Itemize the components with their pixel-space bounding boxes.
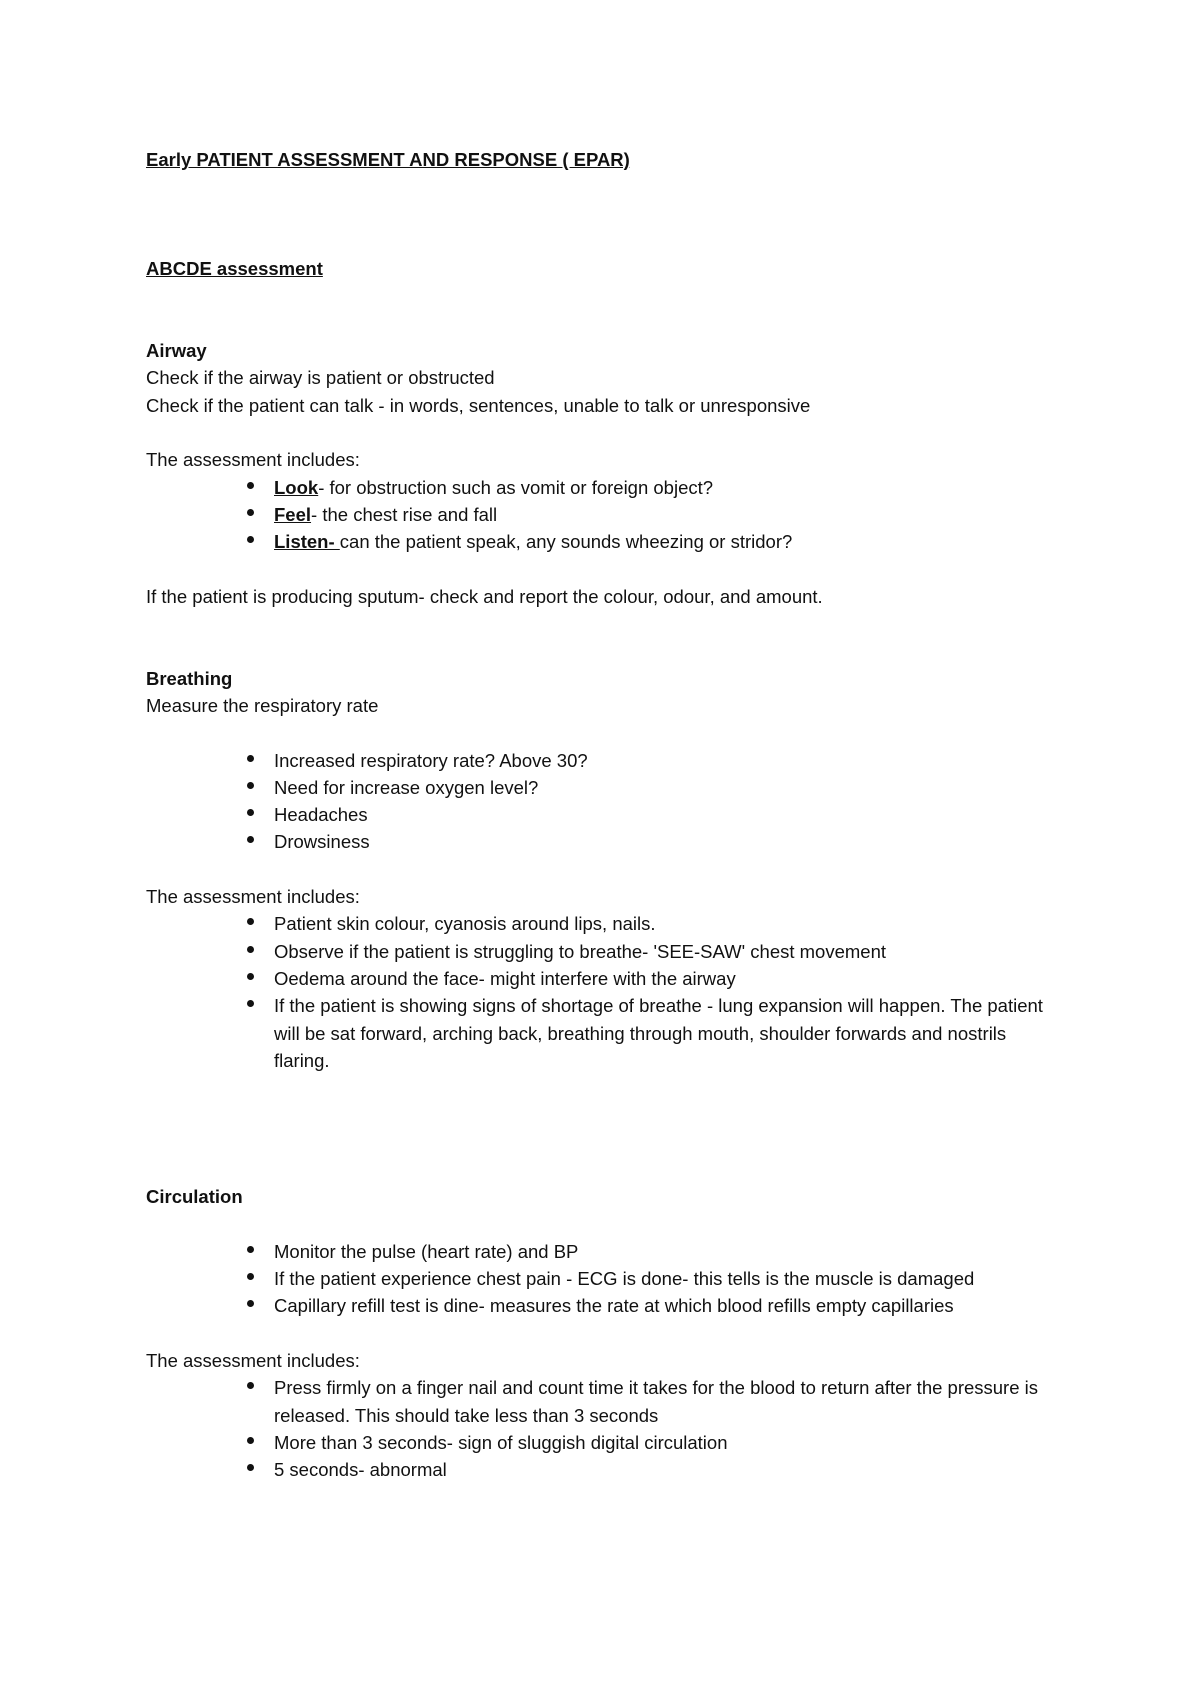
item-text: - for obstruction such as vomit or foreign object? <box>318 476 714 498</box>
list-item: Monitor the pulse (heart rate) and BP <box>274 1238 1106 1265</box>
list-item: Capillary refill test is dine- measures the rate at which blood refills empty capillaries <box>274 1292 1106 1319</box>
airway-assessment-label: The assessment includes: <box>146 449 360 471</box>
breathing-assessment-list <box>146 910 1106 1074</box>
item-key: Listen- <box>274 531 340 553</box>
list-item: Increased respiratory rate? Above 30? <box>274 747 1106 774</box>
list-item <box>274 501 1106 528</box>
document-body <box>146 146 1106 1484</box>
circulation-assessment-list <box>146 1374 1106 1483</box>
list-item: If the patient is showing signs of shortage of breathe - lung expansion will happen. The patient will be sat forward, arching back, breathing through mouth, shoulder forwards and nostrils flaring. <box>274 992 1054 1074</box>
item-key: Look <box>274 476 319 498</box>
airway-line: Check if the patient can talk - in words, sentences, unable to talk or unresponsive <box>146 394 811 416</box>
section-subtitle: ABCDE assessment <box>146 258 323 280</box>
list-item: If the patient experience chest pain - ECG is done- this tells is the muscle is damaged <box>274 1265 1106 1292</box>
list-item: Observe if the patient is struggling to breathe- 'SEE-SAW' chest movement <box>274 938 1106 965</box>
breathing-intro: Measure the respiratory rate <box>146 694 379 716</box>
list-item: Headaches <box>274 801 1106 828</box>
document-title: Early PATIENT ASSESSMENT AND RESPONSE ( EPAR) <box>146 149 630 170</box>
list-item: Oedema around the face- might interfere with the airway <box>274 965 1106 992</box>
breathing-assessment-label: The assessment includes: <box>146 886 360 908</box>
airway-footer: If the patient is producing sputum- check and report the colour, odour, and amount. <box>146 585 823 607</box>
list-item: Patient skin colour, cyanosis around lips, nails. <box>274 910 1106 937</box>
airway-heading: Airway <box>146 340 207 362</box>
list-item: Need for increase oxygen level? <box>274 774 1106 801</box>
list-item: Drowsiness <box>274 828 1106 855</box>
list-item <box>274 474 1106 501</box>
list-item <box>274 528 1106 555</box>
circulation-assessment-label: The assessment includes: <box>146 1350 360 1372</box>
item-key: Feel <box>274 503 312 525</box>
list-item: Press firmly on a finger nail and count time it takes for the blood to return after the pressure is released. This should take less than 3 seconds <box>274 1374 1054 1429</box>
circulation-heading: Circulation <box>146 1186 243 1208</box>
airway-line: Check if the airway is patient or obstructed <box>146 367 495 389</box>
circulation-list <box>146 1238 1106 1320</box>
list-item: 5 seconds- abnormal <box>274 1456 1106 1483</box>
airway-assessment-list <box>146 474 1106 556</box>
item-text: can the patient speak, any sounds wheezing or stridor? <box>339 531 793 553</box>
breathing-signs-list <box>146 747 1106 856</box>
list-item: More than 3 seconds- sign of sluggish digital circulation <box>274 1429 1106 1456</box>
breathing-heading: Breathing <box>146 667 233 689</box>
item-text: - the chest rise and fall <box>311 503 498 525</box>
